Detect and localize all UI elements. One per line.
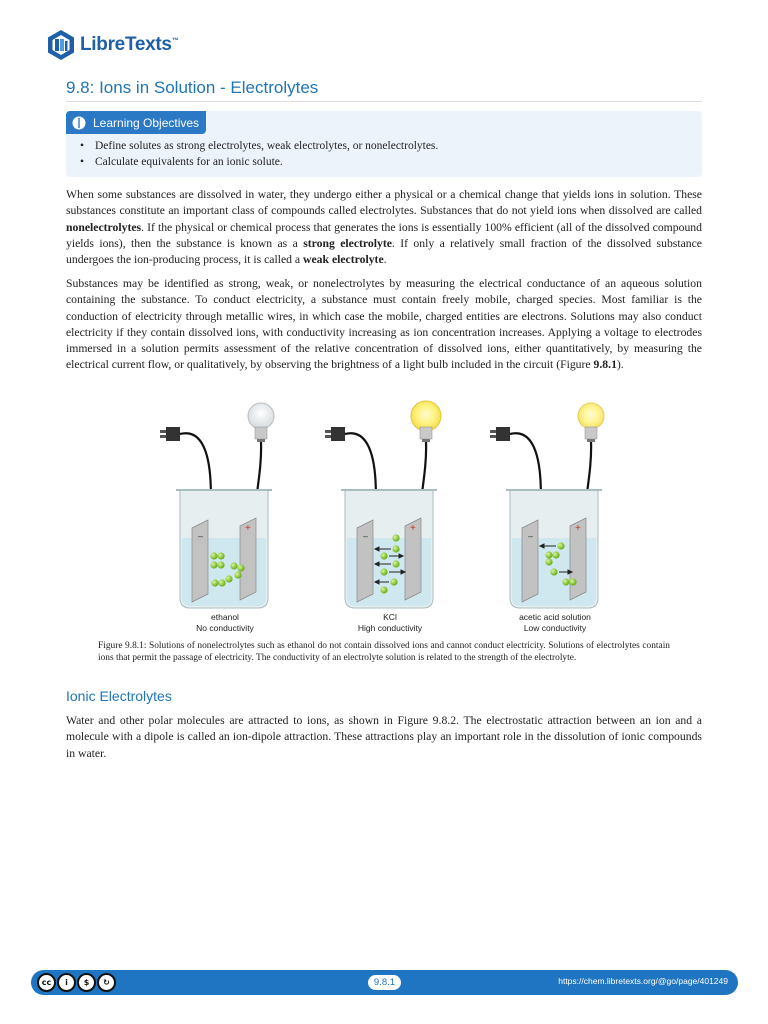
term-weak-electrolyte: weak electrolyte <box>303 253 384 267</box>
cc-icon: cc <box>37 973 56 992</box>
svg-text:–: – <box>363 531 369 541</box>
figure-reference-link[interactable]: 9.8.1 <box>593 358 617 372</box>
logo-text: LibreTexts™ <box>80 34 179 55</box>
nc-icon: $ <box>77 973 96 992</box>
figure-conductivity-beakers <box>150 398 620 636</box>
sa-icon: ↻ <box>97 973 116 992</box>
license-badges[interactable] <box>37 973 116 992</box>
beaker-ethanol <box>160 403 274 608</box>
svg-text:+: + <box>410 523 416 534</box>
svg-text:–: – <box>198 531 204 541</box>
section-heading-ionic-electrolytes: Ionic Electrolytes <box>66 688 172 704</box>
learning-objectives-label: Learning Objectives <box>93 115 200 130</box>
book-icon <box>72 116 86 130</box>
paragraph-ion-dipole: Water and other polar molecules are attracted to ions, as shown in Figure 9.8.2. The electrostatic attraction between an ion and a molecule with a dipole is called an ion-dipole attraction. These attractions play an important role in the dissolution of ionic compounds in water. <box>66 714 702 760</box>
term-nonelectrolytes: nonelectrolytes <box>66 220 142 234</box>
beaker-label-ethanol: ethanol No conductivity <box>196 612 254 633</box>
svg-text:+: + <box>575 523 581 534</box>
by-icon: i <box>57 973 76 992</box>
paragraph-electrolytes-intro: When some substances are dissolved in water, they undergo either a physical or a chemical change that yields ions in solution. These substances constitute an important class of compounds called electrolytes. Substances that do not yield ions when dissolved are called nonelectrolytes. If the physical or chemical process that generates the ions is essentially 100% efficient (all of the dissolved compound yields ions), then the substance is known as a strong electrolyte. If only a relatively small fraction of the dissolved substance undergoes the ion-producing process, it is called a weak electrolyte. <box>66 188 702 267</box>
page-number: 9.8.1 <box>368 975 401 990</box>
svg-text:–: – <box>528 531 534 541</box>
title-divider <box>66 101 702 102</box>
learning-objectives-box <box>66 111 702 177</box>
figure-caption: Figure 9.8.1: Solutions of nonelectrolytes such as ethanol do not contain dissolved ions and cannot conduct electricity. Solutions of electrolytes contain ions that permit the passage of electricity. The conductivity of an electrolyte solution is related to the strength of the electrolyte. <box>98 641 670 663</box>
beaker-kcl <box>325 401 441 608</box>
list-item: • Define solutes as strong electrolytes, weak electrolytes, or nonelectrolytes. <box>80 138 438 154</box>
libretexts-logo[interactable] <box>46 27 178 63</box>
figure-illustration <box>150 398 620 636</box>
learning-objectives-header <box>66 111 206 134</box>
libretexts-hex-icon <box>46 29 76 61</box>
paragraph-conductance: Substances may be identified as strong, weak, or nonelectrolytes by measuring the electrical conductance of an aqueous solution containing the substance. To conduct electricity, a substance must contain freely mobile, charged species. Most familiar is the conduction of electricity through metallic wires, in which case the mobile, charged entities are electrons. Solutions may also conduct electricity if they contain dissolved ions, with conductivity increasing as ion concentration increases. Applying a voltage to electrodes immersed in a solution permits assessment of the relative concentration of dissolved ions, either quantitatively, by measuring the electrical current flow, or qualitatively, by observing the brightness of a light bulb included in the circuit (Figure 9.8.1). <box>66 277 702 372</box>
svg-text:+: + <box>245 523 251 534</box>
learning-objectives-list <box>80 138 438 170</box>
light-bulb-dim <box>578 403 604 429</box>
page-footer <box>31 970 738 995</box>
beaker-label-kcl: KCl High conductivity <box>357 612 423 633</box>
page-url-link[interactable]: https://chem.libretexts.org/@go/page/401249 <box>558 976 728 986</box>
term-strong-electrolyte: strong electrolyte <box>303 236 392 250</box>
light-bulb-unlit <box>248 403 274 429</box>
beaker-label-acetic-acid: acetic acid solution Low conductivity <box>519 612 591 633</box>
light-bulb-lit <box>411 401 441 431</box>
list-item: • Calculate equivalents for an ionic solute. <box>80 154 438 170</box>
page-title: 9.8: Ions in Solution - Electrolytes <box>66 78 319 97</box>
beaker-acetic-acid <box>490 403 604 608</box>
figure-caption-label: Figure 9.8.1 <box>98 641 144 651</box>
